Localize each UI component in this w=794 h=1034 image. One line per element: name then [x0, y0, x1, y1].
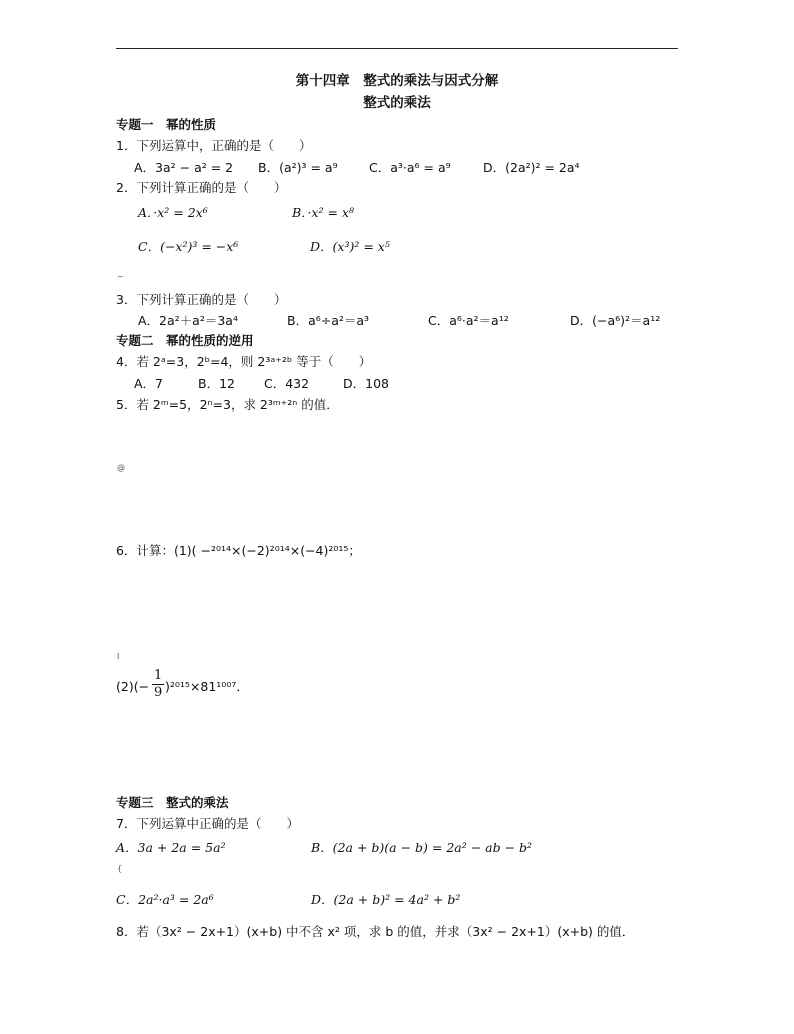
q6-part2-suffix: )²⁰¹⁵×81¹⁰⁰⁷． [165, 679, 249, 694]
q8-text: 8．若（3x² − 2x+1）(x+b) 中不含 x² 项，求 b 的值，并求（3x² − 2x+1）(x+b) 的值． [116, 924, 635, 939]
q1-stem: 1．下列运算中，正确的是（ ） [116, 138, 312, 153]
topic3-title: 专题三 整式的乘法 [116, 795, 229, 810]
fraction-denominator: 9 [154, 685, 163, 701]
q4-option-c: C．432 [264, 376, 310, 391]
q3-option-b: B．a⁶÷a²＝a³ [287, 313, 370, 328]
stray-mark-1: ~ [117, 272, 124, 281]
q4-stem: 4．若 2ᵃ=3，2ᵇ=4，则 2³ᵃ⁺²ᵇ 等于（ ） [116, 354, 372, 369]
stray-mark-4: { [117, 864, 123, 873]
q3-stem: 3．下列计算正确的是（ ） [116, 292, 287, 307]
stray-mark-2: @ [117, 463, 125, 472]
q2-option-d: D．(x³)² = x⁵ [310, 239, 390, 254]
q2-option-a: A．·x² = 2x⁶ [138, 205, 208, 220]
q3-option-d: D．(−a⁶)²＝a¹² [570, 313, 661, 328]
q1-option-c: C．a³·a⁶ = a⁹ [369, 160, 451, 175]
chapter-title: 第十四章 整式的乘法与因式分解 [295, 73, 499, 89]
topic1-title: 专题一 幂的性质 [116, 117, 217, 132]
q7-option-d: D．(2a + b)² = 4a² + b² [311, 892, 461, 907]
q3-option-c: C．a⁶·a²＝a¹² [428, 313, 509, 328]
q7-option-c: C．2a²·a³ = 2a⁶ [116, 892, 214, 907]
q7-option-b: B．(2a + b)(a − b) = 2a² − ab − b² [311, 840, 533, 855]
q6-part1: 6．计算：(1)( −²⁰¹⁴×(−2)²⁰¹⁴×(−4)²⁰¹⁵； [116, 543, 361, 558]
q4-option-a: A．7 [134, 376, 164, 391]
q2-stem: 2．下列计算正确的是（ ） [116, 180, 287, 195]
q2-option-b: B．·x² = x⁸ [292, 205, 354, 220]
q7-stem: 7．下列运算中正确的是（ ） [116, 816, 299, 831]
q2-option-c: C．(−x²)³ = −x⁶ [138, 239, 239, 254]
q7-option-a: A．3a + 2a = 5a² [116, 840, 226, 855]
q6-part2-fraction [152, 669, 164, 701]
q6-part2-prefix: (2)(− [116, 679, 150, 694]
q1-option-d: D．(2a²)² = 2a⁴ [483, 160, 580, 175]
topic2-title: 专题二 幂的性质的逆用 [116, 333, 254, 348]
fraction-numerator: 1 [154, 668, 163, 683]
q3-option-a: A．2a²＋a²＝3a⁴ [138, 313, 238, 328]
q4-option-d: D．108 [343, 376, 389, 391]
stray-mark-3: I [117, 652, 120, 661]
q4-option-b: B．12 [198, 376, 235, 391]
q1-option-b: B．(a²)³ = a⁹ [258, 160, 338, 175]
q1-option-a: A．3a² − a² = 2 [134, 160, 234, 175]
section-title: 整式的乘法 [363, 95, 431, 111]
q5-text: 5．若 2ᵐ=5，2ⁿ=3，求 2³ᵐ⁺²ⁿ 的值． [116, 397, 339, 412]
header-rule [116, 48, 678, 49]
